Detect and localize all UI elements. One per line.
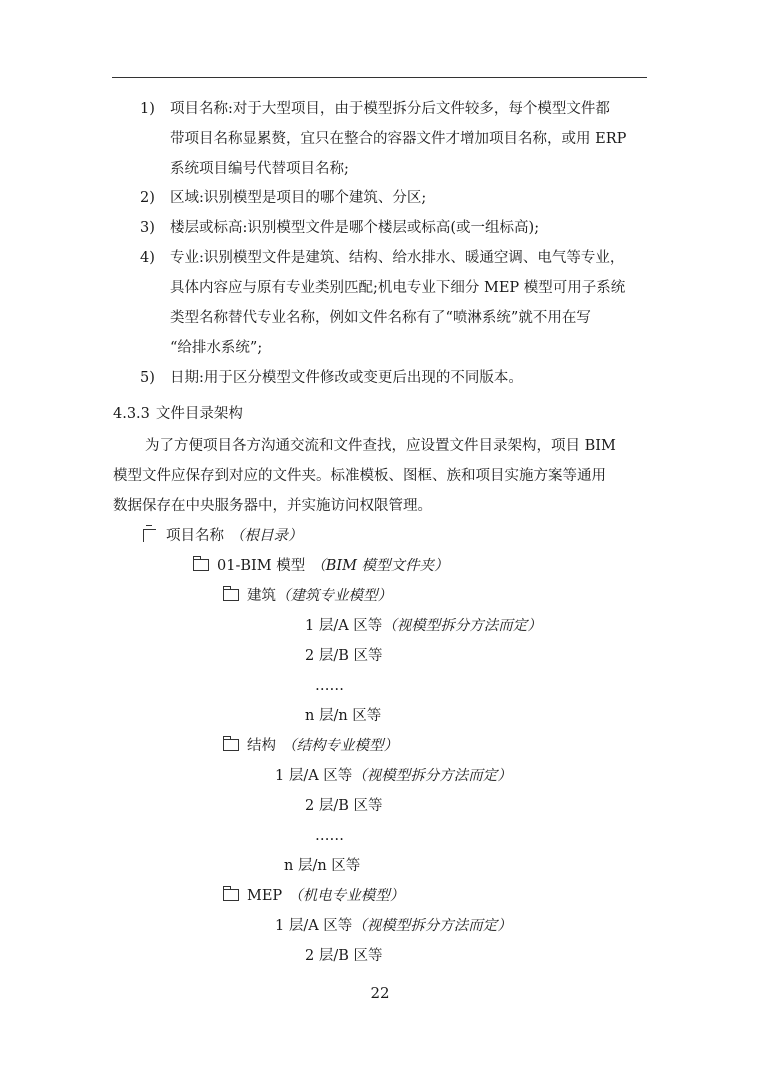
- tree-mep-folder: [223, 886, 404, 906]
- list-line: 带项目名称显累赘，宜只在整合的容器文件才增加项目名称，或用 ERP: [170, 131, 627, 147]
- tree-item: 2 层/B 区等: [305, 798, 383, 814]
- list-num-5: 5): [140, 370, 155, 386]
- tree-ellipsis: ……: [315, 678, 344, 694]
- tree-arch-note: （建筑专业模型）: [276, 588, 392, 604]
- list-num-4: 4): [140, 250, 155, 266]
- tree-model-note: （BIM 模型文件夹）: [311, 558, 449, 574]
- tree-mep-note: （机电专业模型）: [288, 888, 405, 904]
- list-line: 楼层或标高:识别模型文件是哪个楼层或标高(或一组标高);: [170, 220, 540, 236]
- list-line: 区域:识别模型是项目的哪个建筑、分区;: [170, 190, 427, 206]
- list-line: 项目名称:对于大型项目，由于模型拆分后文件较多，每个模型文件都: [170, 101, 610, 117]
- header-rule: [112, 77, 647, 78]
- list-line: 专业:识别模型文件是建筑、结构、给水排水、暖通空调、电气等专业，: [170, 250, 625, 266]
- section-heading: [113, 404, 243, 424]
- tree-item: [305, 616, 542, 636]
- tree-model-folder: [193, 556, 449, 576]
- tree-mep-label: MEP: [247, 888, 283, 904]
- tree-item: n 层/n 区等: [305, 708, 382, 724]
- tree-item-note: （视模型拆分方法而定）: [382, 618, 542, 634]
- tree-item-note: （视模型拆分方法而定）: [352, 768, 512, 784]
- list-line: 具体内容应与原有专业类别匹配;机电专业下细分 MEP 模型可用子系统: [170, 280, 626, 296]
- root-folder-icon: [143, 529, 156, 542]
- paragraph-line: 为了方便项目各方沟通交流和文件查找，应设置文件目录架构，项目 BIM: [145, 438, 616, 454]
- section-number: 4.3.3: [113, 406, 150, 422]
- list-num-2: 2): [140, 190, 155, 206]
- folder-icon: [193, 559, 209, 571]
- folder-icon: [223, 889, 239, 901]
- tree-root-note: （根目录）: [230, 528, 303, 544]
- tree-arch-label: 建筑: [247, 588, 276, 604]
- list-line: “给排水系统”;: [170, 340, 263, 356]
- tree-item: 2 层/B 区等: [305, 648, 383, 664]
- list-line: 类型名称替代专业名称，例如文件名称有了“喷淋系统”就不用在写: [170, 310, 591, 326]
- section-title: 文件目录架构: [155, 406, 243, 422]
- tree-item: [275, 766, 512, 786]
- list-line: 日期:用于区分模型文件修改或变更后出现的不同版本。: [170, 370, 523, 386]
- paragraph-line: 数据保存在中央服务器中，并实施访问权限管理。: [113, 498, 432, 514]
- paragraph-line: 模型文件应保存到对应的文件夹。标准模板、图框、族和项目实施方案等通用: [113, 468, 606, 484]
- tree-root: [143, 526, 303, 546]
- tree-item-label: 1 层/A 区等: [305, 618, 383, 634]
- tree-item: 2 层/B 区等: [305, 948, 383, 964]
- tree-root-label: 项目名称: [166, 528, 224, 544]
- tree-item-note: （视模型拆分方法而定）: [352, 918, 512, 934]
- list-num-1: 1): [140, 101, 155, 117]
- folder-icon: [223, 589, 239, 601]
- tree-model-label: 01-BIM 模型: [217, 558, 306, 574]
- tree-item-label: 1 层/A 区等: [275, 918, 353, 934]
- tree-item-label: 1 层/A 区等: [275, 768, 353, 784]
- tree-struct-folder: [223, 736, 398, 756]
- tree-arch-folder: [223, 586, 392, 606]
- list-line: 系统项目编号代替项目名称;: [170, 161, 349, 177]
- tree-ellipsis: ……: [315, 828, 344, 844]
- tree-struct-note: （结构专业模型）: [282, 738, 398, 754]
- tree-item: [275, 916, 512, 936]
- page-number: 22: [370, 984, 390, 1002]
- tree-struct-label: 结构: [247, 738, 276, 754]
- list-num-3: 3): [140, 220, 155, 236]
- folder-icon: [223, 739, 239, 751]
- tree-item: n 层/n 区等: [284, 858, 361, 874]
